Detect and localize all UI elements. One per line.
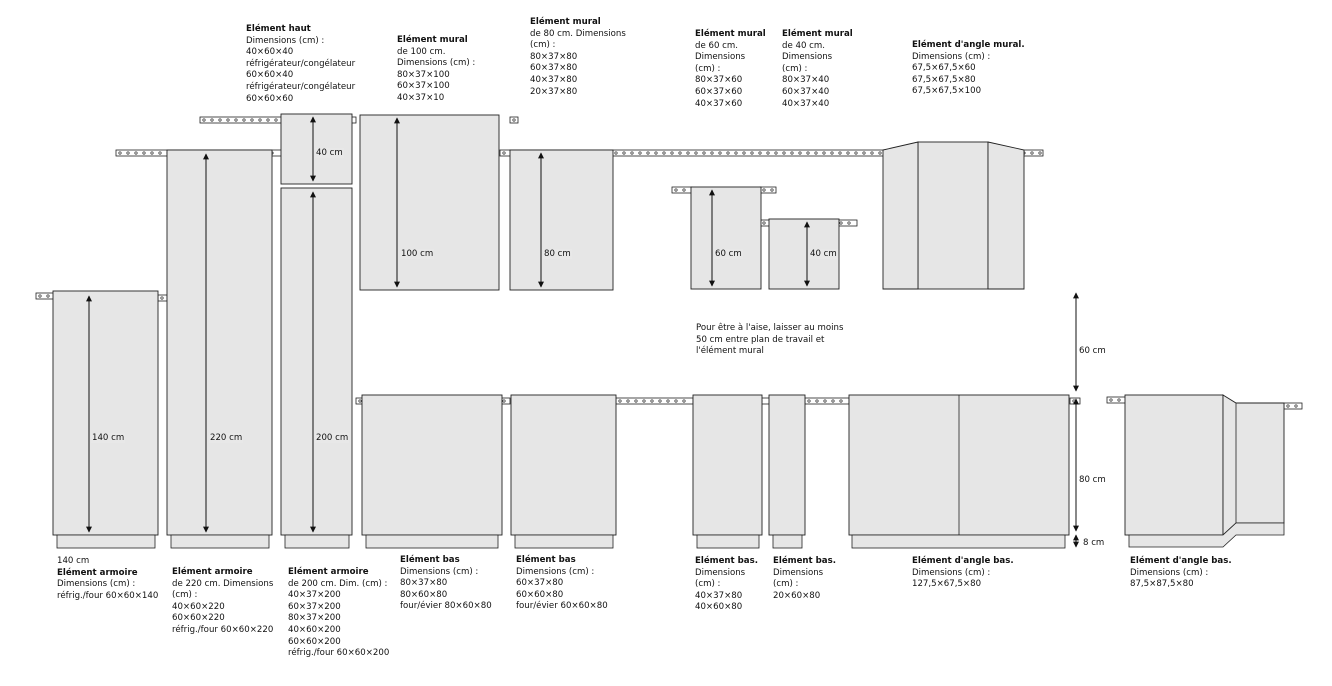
dim-200: 200 cm (316, 433, 349, 443)
wall-corner-right-side (988, 142, 1024, 289)
label-cab-200: Elément armoire de 200 cm. Dim. (cm) : 40×37×200 60×37×200 80×37×200 40×60×200 60×60×200 réfrig./four 60×60×200 (288, 567, 390, 659)
dim-base-80: 80 cm (1079, 475, 1106, 485)
label-wall-60: Elément mural de 60 cm. Dimensions (cm) : 80×37×60 60×37×60 40×37×60 (695, 29, 766, 109)
dim-plinth-8: 8 cm (1083, 538, 1105, 548)
dim-140: 140 cm (92, 433, 125, 443)
mounting-rail (760, 187, 776, 193)
mounting-rail (510, 117, 518, 123)
label-base-corner-127: Elément d'angle bas. Dimensions (cm) : 127,5×67,5×80 (912, 556, 1014, 590)
mounting-rail (805, 398, 849, 404)
cabinet-140 (53, 291, 158, 535)
label-base-20: Elément bas. Dimensions (cm) : 20×60×80 (773, 556, 836, 601)
wall-unit-80 (510, 150, 613, 290)
dim-100: 100 cm (401, 249, 434, 259)
dim-60: 60 cm (715, 249, 742, 259)
mounting-rail (837, 220, 857, 226)
plinth (171, 535, 269, 548)
wall-unit-100 (360, 115, 499, 290)
dim-80: 80 cm (544, 249, 571, 259)
plinth (852, 535, 1065, 548)
mounting-rail (672, 187, 692, 193)
cabinet-200 (281, 188, 352, 535)
base-unit-40 (693, 395, 762, 535)
plinth (285, 535, 349, 548)
dim-gap-60: 60 cm (1079, 346, 1106, 356)
plinth (57, 535, 155, 548)
base-unit-80 (362, 395, 502, 535)
base-unit-20 (769, 395, 805, 535)
label-base-80: Elément bas Dimensions (cm) : 80×37×80 80×60×80 four/évier 80×60×80 (400, 555, 492, 612)
dim-40: 40 cm (810, 249, 837, 259)
label-cab-140: 140 cm Elément armoire Dimensions (cm) : réfrig./four 60×60×140 (57, 556, 159, 601)
plinth (366, 535, 498, 548)
mounting-rail (1107, 397, 1127, 403)
mounting-rail (760, 220, 770, 226)
plinth (515, 535, 613, 548)
mounting-rail (1070, 398, 1080, 404)
mounting-rail (616, 398, 693, 404)
label-base-40: Elément bas. Dimensions (cm) : 40×37×80 40×60×80 (695, 556, 758, 613)
wall-corner-left-side (883, 142, 918, 289)
dim-40-top: 40 cm (316, 148, 343, 158)
label-wall-40: Elément mural de 40 cm. Dimensions (cm) : 80×37×40 60×37×40 40×37×40 (782, 29, 853, 109)
label-wall-top: Elément haut Dimensions (cm) : 40×60×40 réfrigérateur/congélateur 60×60×40 réfrigérateur/congélateur 60×60×60 (246, 24, 356, 104)
label-base-60: Elément bas Dimensions (cm) : 60×37×80 60×60×80 four/évier 60×60×80 (516, 555, 608, 612)
cabinet-220 (167, 150, 272, 535)
mounting-rail (158, 295, 167, 301)
spacing-note: Pour être à l'aise, laisser au moins 50 cm entre plan de travail et l'élément mural (696, 323, 844, 357)
plinth (773, 535, 802, 548)
label-wall-100: Elément mural de 100 cm. Dimensions (cm) : 80×37×100 60×37×100 40×37×10 (397, 35, 476, 103)
label-base-corner-87: Elément d'angle bas. Dimensions (cm) : 87,5×87,5×80 (1130, 556, 1232, 590)
label-wall-corner: Elément d'angle mural. Dimensions (cm) : 67,5×67,5×60 67,5×67,5×80 67,5×67,5×100 (912, 40, 1025, 97)
base-corner-87-front (1125, 395, 1223, 535)
plinth (697, 535, 759, 548)
dim-220: 220 cm (210, 433, 243, 443)
wall-corner-front (918, 142, 988, 289)
base-corner-87-side (1223, 395, 1284, 535)
wall-unit-60 (691, 187, 761, 289)
base-unit-60 (511, 395, 616, 535)
mounting-rail (1284, 403, 1302, 409)
label-wall-80: Elément mural de 80 cm. Dimensions (cm) : 80×37×80 60×37×80 40×37×80 20×37×80 (530, 17, 626, 97)
label-cab-220: Elément armoire de 220 cm. Dimensions (cm) : 40×60×220 60×60×220 réfrig./four 60×60×220 (172, 567, 274, 635)
